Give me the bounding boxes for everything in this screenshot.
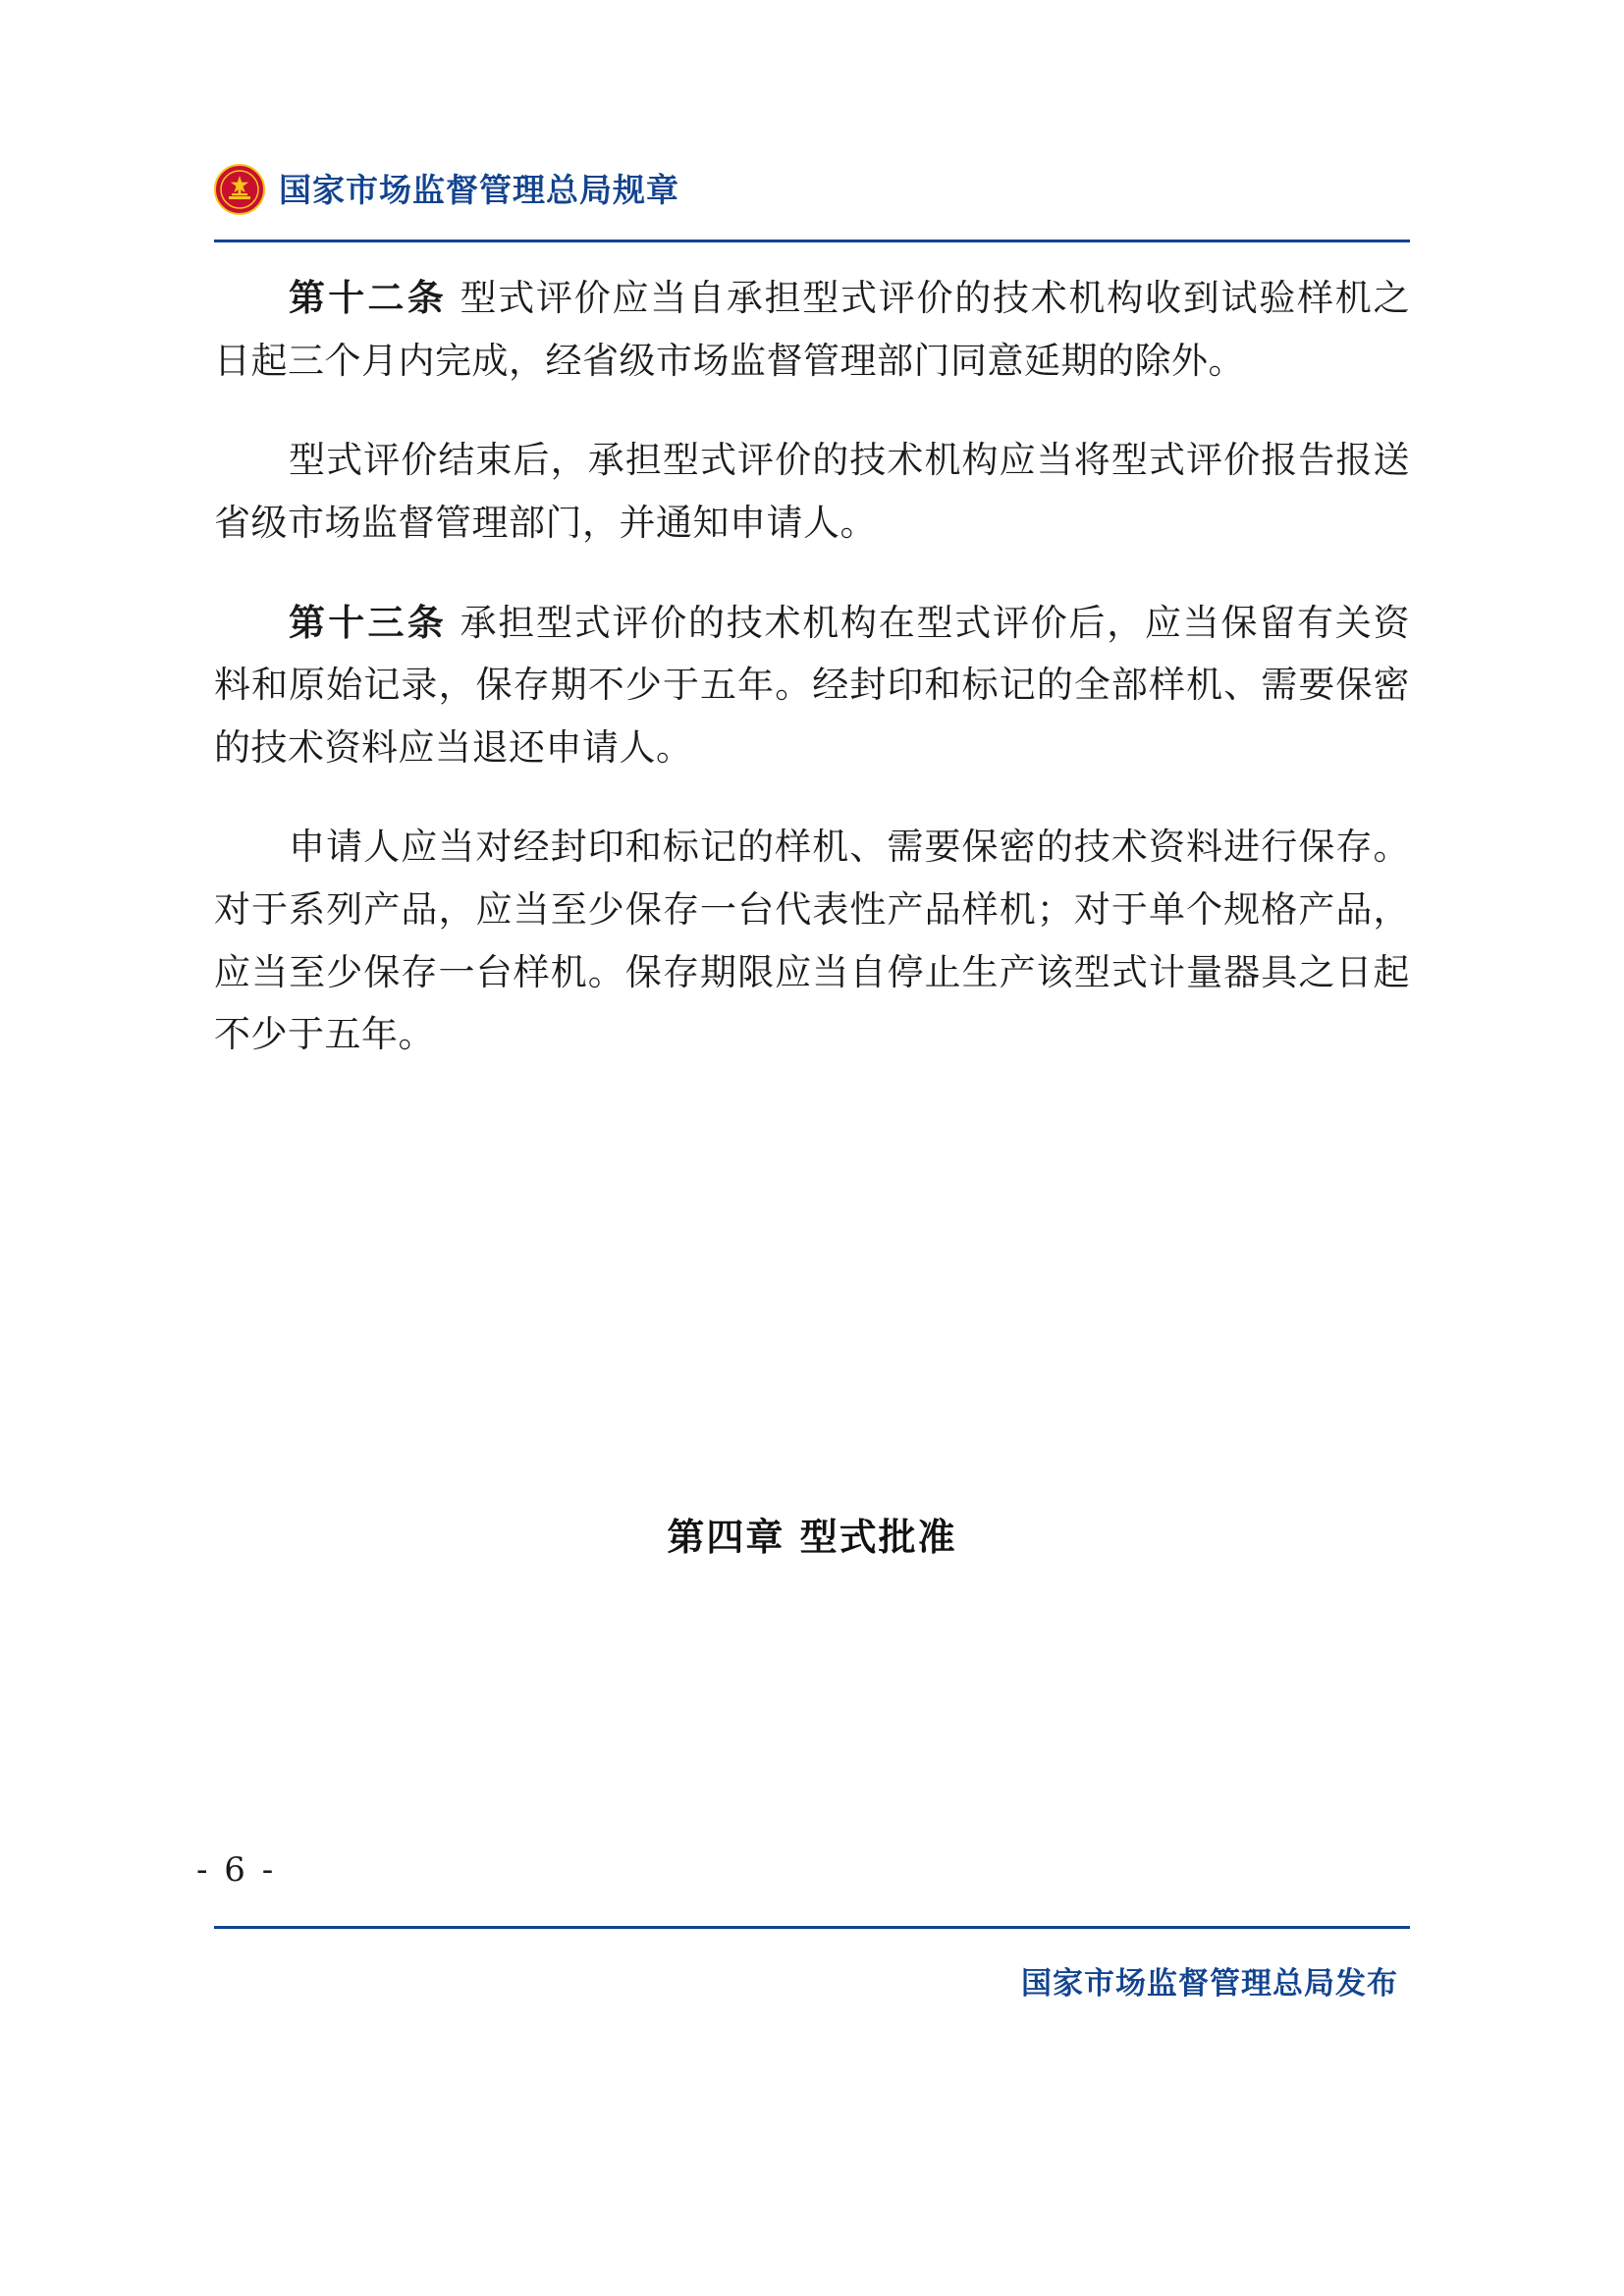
article-12-text: 型式评价应当自承担型式评价的技术机构收到试验样机之日起三个月内完成，经省级市场监督管理部门同意延期的除外。 xyxy=(214,277,1410,382)
national-emblem-icon xyxy=(214,164,265,215)
paragraph-article-12-continued xyxy=(214,429,1410,554)
document-body xyxy=(214,267,1410,1103)
article-number-13: 第十三条 xyxy=(289,601,447,644)
header-row xyxy=(214,157,1410,222)
header-title: 国家市场监督管理总局规章 xyxy=(279,170,679,209)
article-13-text: 承担型式评价的技术机构在型式评价后，应当保留有关资料和原始记录，保存期不少于五年。经封印和标记的全部样机、需要保密的技术资料应当退还申请人。 xyxy=(214,601,1410,769)
article-number-12: 第十二条 xyxy=(289,277,447,319)
page-header xyxy=(214,157,1410,245)
header-divider xyxy=(214,240,1410,242)
paragraph-article-12 xyxy=(214,267,1410,392)
paragraph-article-13-continued xyxy=(214,816,1410,1066)
paragraph-article-13 xyxy=(214,592,1410,779)
article-12-continued-text: 型式评价结束后，承担型式评价的技术机构应当将型式评价报告报送省级市场监督管理部门，并通知申请人。 xyxy=(214,439,1410,544)
footer-divider xyxy=(214,1926,1410,1929)
page-number: - 6 - xyxy=(196,1850,277,1890)
article-13-continued-text: 申请人应当对经封印和标记的样机、需要保密的技术资料进行保存。对于系列产品，应当至少保存一台代表性产品样机；对于单个规格产品，应当至少保存一台样机。保存期限应当自停止生产该型式计量器具之日起不少于五年。 xyxy=(214,826,1410,1056)
chapter-heading: 第四章 型式批准 xyxy=(667,1516,957,1559)
footer-publisher: 国家市场监督管理总局发布 xyxy=(1021,1966,1398,2002)
